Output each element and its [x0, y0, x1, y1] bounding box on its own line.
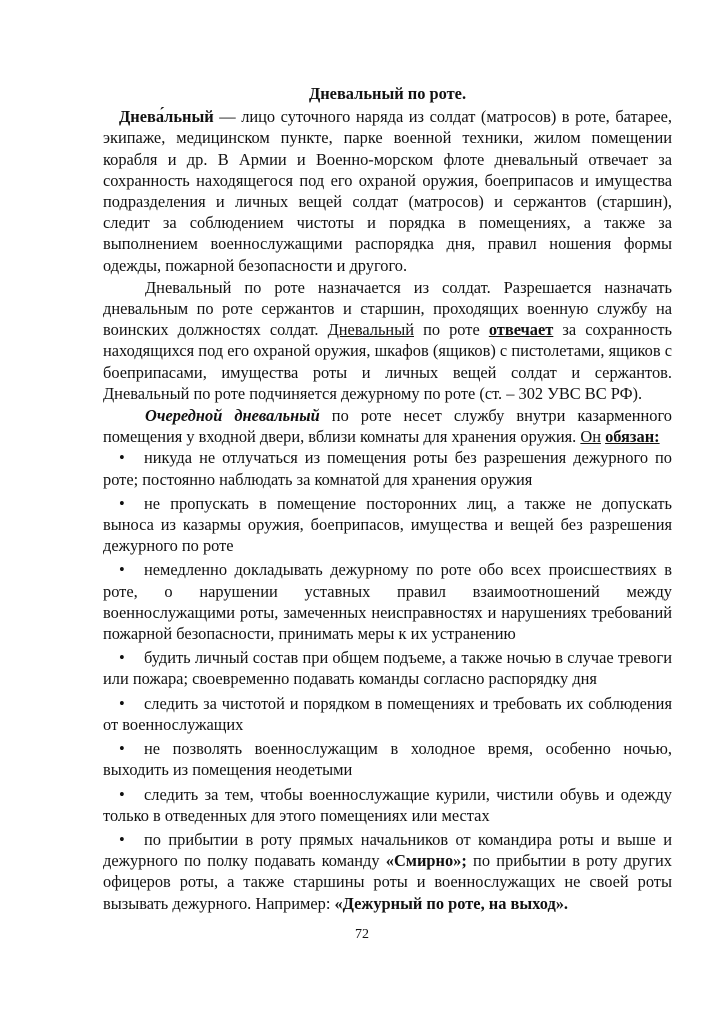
definition-term: Днева́льный: [119, 107, 214, 127]
bullet-icon: •: [119, 560, 125, 580]
list-item: [103, 829, 672, 914]
assignment-text-1: Дневальный по роте назначается из солдат. Разрешается назначать дневальным по роте сержантов и старшин, проходящих военную службу на воинских должностях солдат.: [103, 277, 672, 340]
assignment-subject: Дневальный: [327, 320, 414, 340]
command-attention: «Смирно»;: [385, 851, 467, 871]
list-item: [103, 447, 672, 489]
list-item: [103, 493, 672, 557]
duty-text: не позволять военнослужащим в холодное время, особенно ночью, выходить из помещения неодетыми: [103, 739, 672, 780]
page-number: 72: [355, 927, 369, 942]
list-item: [103, 784, 672, 826]
duties-list: [103, 447, 672, 913]
list-item: [103, 559, 672, 644]
page-title: Дневальный по роте.: [308, 84, 467, 103]
bullet-icon: •: [119, 829, 125, 849]
duty-intro-he: Он: [580, 427, 601, 447]
bullet-icon: •: [119, 493, 125, 513]
bullet-icon: •: [119, 448, 125, 468]
duty-text: по прибытии в роту прямых начальников от командира роты и выше и дежурного по полку подавать команду: [103, 829, 672, 871]
duty-text: никуда не отлучаться из помещения роты без разрешения дежурного по роте; постоянно наблюдать за комнатой для хранения оружия: [103, 448, 672, 489]
duty-text: немедленно докладывать дежурному по роте обо всех происшествиях в роте, о нарушении уставных правил взаимоотношений между военнослужащими роты, замеченных неисправностях и нарушениях требований пожарной безопасности, принимать меры к их устранению: [103, 560, 672, 644]
bullet-icon: •: [119, 784, 125, 804]
bullet-icon: •: [119, 693, 125, 713]
duty-intro-term: Очередной дневальный: [145, 406, 320, 426]
duty-text: будить личный состав при общем подъеме, а также ночью в случае тревоги или пожара; своевременно подавать команды согласно распорядку дня: [103, 648, 672, 689]
document-page: [103, 83, 672, 917]
definition-paragraph: [103, 106, 672, 276]
assignment-text-2: по роте: [414, 320, 489, 340]
list-item: [103, 647, 672, 689]
assignment-text-3: за сохранность находящихся под его охраной оружия, шкафов (ящиков) с пистолетами, ящиков с боеприпасами, имущества роты и личных вещей солдат и сержантов. Дневальный по роте подчиняется дежурному по роте (ст. – 302 УВС ВС РФ).: [103, 320, 673, 403]
list-item: [103, 693, 672, 735]
duty-intro-paragraph: [103, 405, 672, 447]
definition-text: — лицо суточного наряда из солдат (матросов) в роте, батарее, экипаже, медицинском пункте, парке военной техники, жилом помещении корабля и др. В Армии и Военно-морском флоте дневальный отвечает за сохранность находящегося под его охраной оружия, боеприпасов и имущества подразделения и личных вещей солдат (матросов) и сержантов (старшин), следит за соблюдением чистоты и порядка в помещениях, а также за выполнением военнослужащими распорядка дня, правил ношения формы одежды, пожарной безопасности и другого.: [103, 107, 672, 275]
duty-text: по прибытии в роту других офицеров роты, а также старшины роты и военнослужащих не своей роты вызывать дежурного. Например:: [103, 851, 673, 913]
duty-text: не пропускать в помещение посторонних лиц, а также не допускать выноса из казармы оружия, боеприпасов, имущества и вещей без разрешения дежурного по роте: [103, 493, 672, 556]
duty-text: следить за тем, чтобы военнослужащие курили, чистили обувь и одежду только в отведенных для этого помещениях или местах: [103, 784, 672, 825]
command-duty-call: «Дежурный по роте, на выход».: [334, 893, 569, 913]
list-item: [103, 738, 672, 780]
duty-text: следить за чистотой и порядком в помещениях и требовать их соблюдения от военнослужащих: [103, 693, 672, 734]
assignment-verb: отвечает: [488, 320, 554, 340]
duty-intro-text: по роте несет службу внутри казарменного помещения у входной двери, вблизи комнаты для хранения оружия.: [103, 406, 672, 447]
bullet-icon: •: [119, 739, 125, 759]
bullet-icon: •: [119, 648, 125, 668]
assignment-paragraph: [103, 277, 672, 404]
duty-intro-obliged: обязан:: [605, 427, 660, 447]
